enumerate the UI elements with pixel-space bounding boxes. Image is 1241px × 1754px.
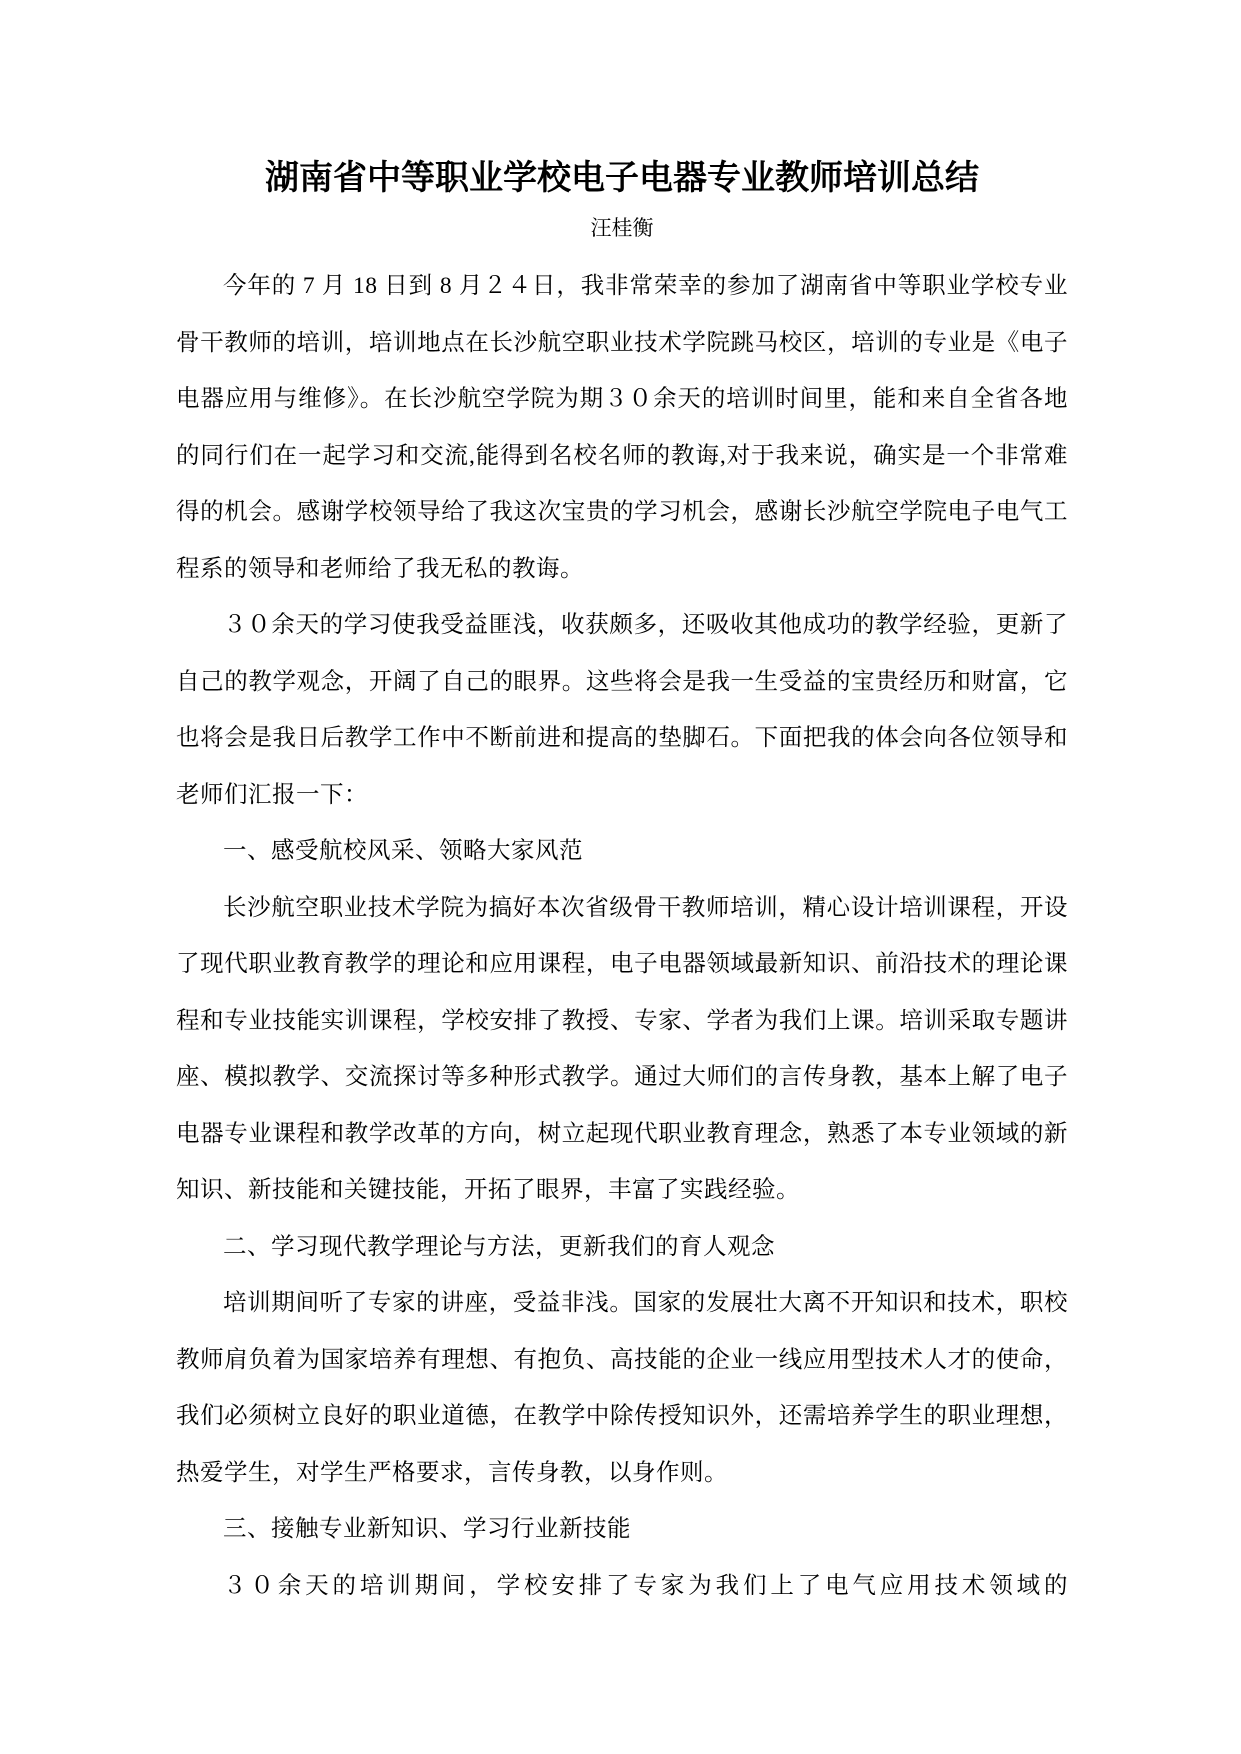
paragraph-section-2: 培训期间听了专家的讲座，受益非浅。国家的发展壮大离不开知识和技术，职校教师肩负着为国家培养有理想、有抱负、高技能的企业一线应用型技术人才的使命，我们必须树立良好的职业道德，在教学中除传授知识外，还需培养学生的职业理想，热爱学生，对学生严格要求，言传身教，以身作则。 — [176, 1290, 1068, 1486]
document-content — [176, 150, 1068, 1614]
paragraph-section-1: 长沙航空职业技术学院为搞好本次省级骨干教师培训，精心设计培训课程，开设了现代职业教育教学的理论和应用课程，电子电器领域最新知识、前沿技术的理论课程和专业技能实训课程，学校安排了教授、专家、学者为我们上课。培训采取专题讲座、模拟教学、交流探讨等多种形式教学。通过大师们的言传身教，基本上解了电子电器专业课程和教学改革的方向，树立起现代职业教育理念，熟悉了本专业领域的新知识、新技能和关键技能，开拓了眼界，丰富了实践经验。 — [176, 894, 1068, 1203]
document-author: 汪桂衡 — [590, 216, 654, 240]
section-heading-3: 三、接触专业新知识、学习行业新技能 — [223, 1516, 631, 1542]
document-title: 湖南省中等职业学校电子电器专业教师培训总结 — [265, 160, 979, 197]
section-heading-1: 一、感受航校风采、领略大家风范 — [223, 838, 583, 864]
paragraph-overview: ３０余天的学习使我受益匪浅，收获颇多，还吸收其他成功的教学经验，更新了自己的教学观念，开阔了自己的眼界。这些将会是我一生受益的宝贵经历和财富，它也将会是我日后教学工作中不断前进和提高的垫脚石。下面把我的体会向各位领导和老师们汇报一下： — [176, 612, 1068, 808]
paragraph-intro: 今年的 7 月 18 日到 8 月２４日，我非常荣幸的参加了湖南省中等职业学校专业骨干教师的培训，培训地点在长沙航空职业技术学院跳马校区，培训的专业是《电子电器应用与维修》。在长沙航空学院为期３０余天的培训时间里，能和来自全省各地的同行们在一起学习和交流,能得到名校名师的教诲,对于我来说，确实是一个非常难得的机会。感谢学校领导给了我这次宝贵的学习机会，感谢长沙航空学院电子电气工程系的领导和老师给了我无私的教诲。 — [176, 273, 1068, 582]
document-body — [176, 258, 1068, 1614]
paragraph-section-3: ３０余天的培训期间，学校安排了专家为我们上了电气应用技术领域的 — [223, 1572, 1068, 1599]
section-heading-2: 二、学习现代教学理论与方法，更新我们的育人观念 — [223, 1233, 775, 1260]
